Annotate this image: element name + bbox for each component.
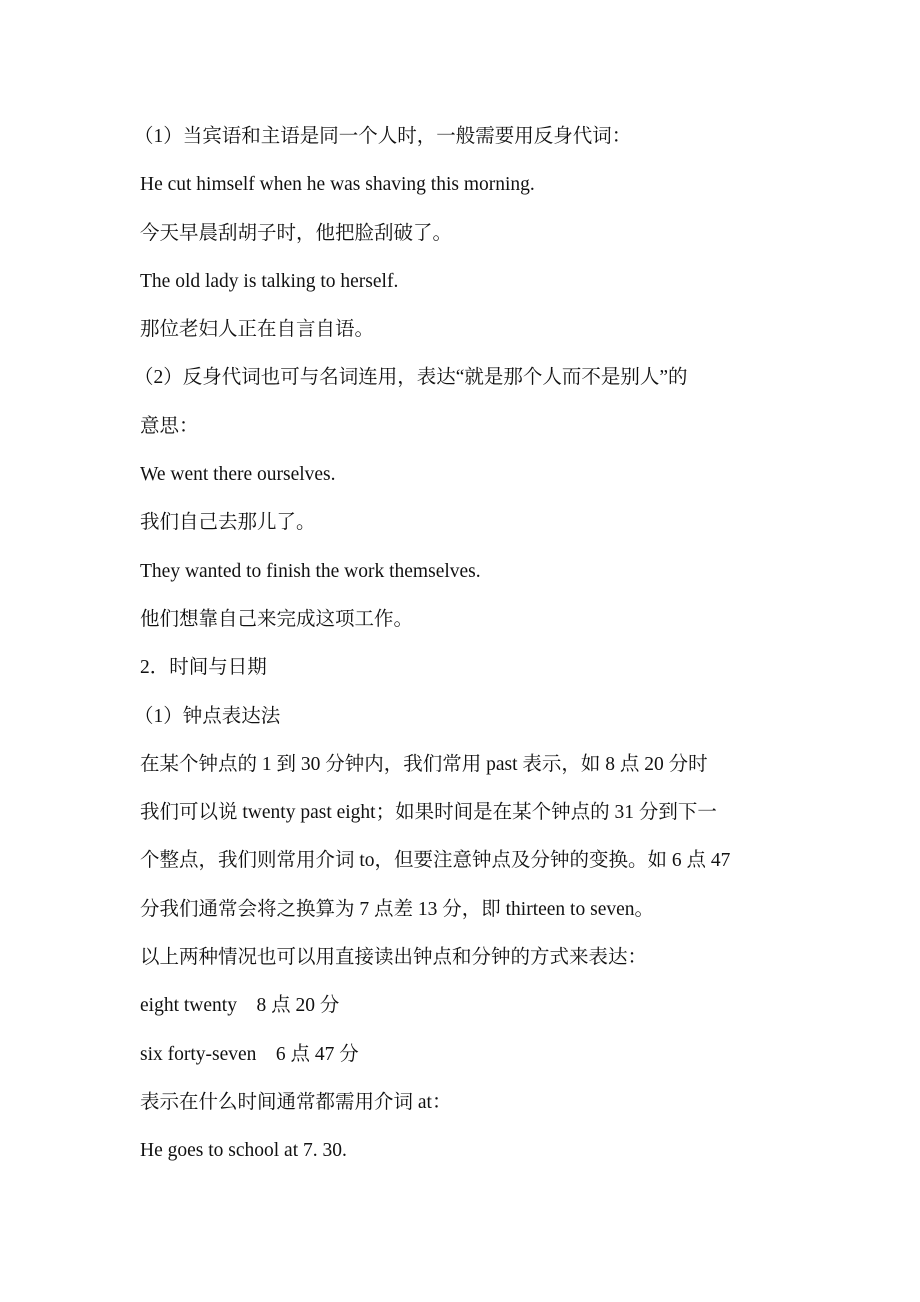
- example-time-reading: six forty-seven 6 点 47 分: [140, 1043, 359, 1065]
- example-sentence-en: He cut himself when he was shaving this morning.: [140, 174, 535, 196]
- example-sentence-en: We went there ourselves.: [140, 464, 336, 486]
- paragraph-line: 表示在什么时间通常都需用介词 at：: [140, 1091, 452, 1113]
- subheading-clock-time: （1）钟点表达法: [134, 705, 281, 727]
- paragraph-line: 个整点，我们则常用介词 to，但要注意钟点及分钟的变换。如 6 点 47: [140, 850, 731, 872]
- subheading-reflexive-emphasis: （2）反身代词也可与名词连用，表达“就是那个人而不是别人”的: [134, 367, 688, 389]
- example-translation-zh: 他们想靠自己来完成这项工作。: [140, 608, 414, 630]
- subheading-reflexive-object: （1）当宾语和主语是同一个人时，一般需要用反身代词：: [134, 126, 632, 147]
- example-sentence-en: They wanted to finish the work themselves.: [140, 560, 481, 582]
- paragraph-line: 在某个钟点的 1 到 30 分钟内，我们常用 past 表示，如 8 点 20 分时: [140, 753, 708, 775]
- subheading-continuation: 意思：: [140, 415, 199, 437]
- example-time-reading: eight twenty 8 点 20 分: [140, 995, 340, 1017]
- example-sentence-en: He goes to school at 7. 30.: [140, 1140, 347, 1162]
- paragraph-line: 我们可以说 twenty past eight；如果时间是在某个钟点的 31 分到下一: [140, 802, 717, 824]
- example-sentence-en: The old lady is talking to herself.: [140, 270, 399, 292]
- paragraph-line: 以上两种情况也可以用直接读出钟点和分钟的方式来表达：: [140, 947, 648, 969]
- example-translation-zh: 我们自己去那儿了。: [140, 512, 316, 534]
- document-page: [134, 113, 785, 1176]
- section-heading-time-and-date: 2．时间与日期: [140, 657, 267, 679]
- example-translation-zh: 那位老妇人正在自言自语。: [140, 319, 375, 341]
- paragraph-line: 分我们通常会将之换算为 7 点差 13 分，即 thirteen to seven。: [140, 898, 654, 920]
- example-translation-zh: 今天早晨刮胡子时，他把脸刮破了。: [140, 222, 453, 244]
